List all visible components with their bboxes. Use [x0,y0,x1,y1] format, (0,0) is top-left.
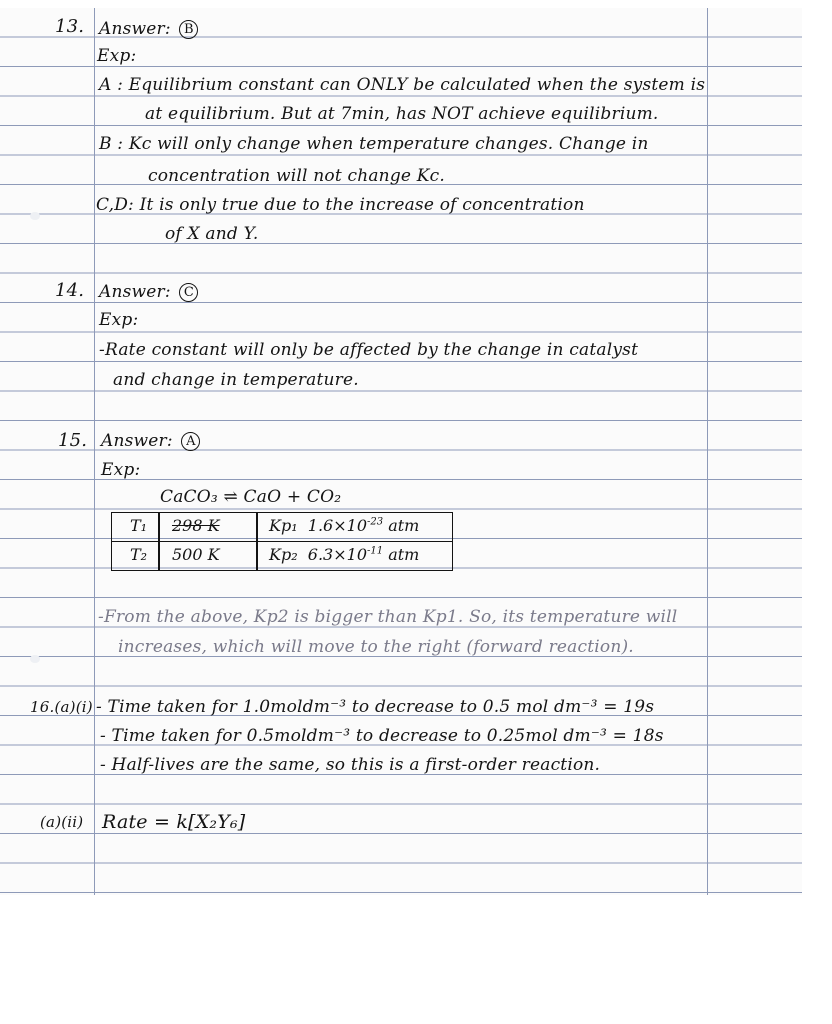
q13-line-b1: B : Kc will only change when temperature changes. Change in [99,134,649,154]
q13-answer-line [99,20,198,39]
table-divider [256,513,258,570]
q15-exp-label: Exp: [101,460,141,480]
q13-answer-choice: B [179,20,198,39]
binder-hole [30,212,40,220]
q15-note2: increases, which will move to the right (forward reaction). [118,637,634,657]
q15-number: 15. [58,430,88,451]
temp-value: 298 K [172,516,220,535]
q14-exp-label: Exp: [99,310,139,330]
q15-answer-choice: A [181,432,200,451]
temp-label: T₂ [130,544,148,564]
q13-line-a1: A : Equilibrium constant can ONLY be calculated when the system is [99,75,706,95]
kp-table [111,512,453,571]
q13-line-b2: concentration will not change Kc. [148,166,445,186]
q15-note1: -From the above, Kp2 is bigger than Kp1. So, its temperature will [98,607,678,627]
temp-value: 500 K [172,544,220,564]
q16-line3: - Half-lives are the same, so this is a first-order reaction. [100,755,601,775]
table-divider [158,513,160,570]
q13-exp-label: Exp: [97,46,137,66]
q13-line-cd1: C,D: It is only true due to the increase of concentration [96,195,585,215]
right-margin-line [707,8,708,895]
q13-line-cd2: of X and Y. [165,224,259,244]
q16-line2: - Time taken for 0.5moldm⁻³ to decrease to 0.25mol dm⁻³ = 18s [100,726,664,746]
kp-table-row [112,513,452,542]
q14-line2: and change in temperature. [113,370,359,390]
kp-value: Kp₂ $6.3\times 10^{-11}$ atm [269,544,420,564]
q13-line-a2: at equilibrium. But at 7min, has NOT achieve equilibrium. [145,104,659,124]
q13-number: 13. [55,16,85,37]
binder-hole [30,655,40,663]
q14-number: 14. [55,280,85,301]
q15-equation: CaCO₃ ⇌ CaO + CO₂ [160,487,342,507]
q16-rate-equation: Rate = k[X₂Y₆] [102,811,246,833]
q14-answer-line [99,283,198,302]
kp-value: Kp₁ $1.6\times 10^{-23}$ atm [269,516,420,535]
kp-table-row [112,542,452,570]
temp-label: T₁ [130,516,148,535]
q15-answer-label: Answer: [101,431,173,451]
q14-line1: -Rate constant will only be affected by the change in catalyst [99,340,639,360]
q16-ai-label: 16.(a)(i) [30,698,93,716]
q15-answer-line [101,432,200,451]
q16-aii-label: (a)(ii) [40,813,84,831]
q14-answer-choice: C [179,283,198,302]
q13-answer-label: Answer: [99,19,171,39]
left-margin-line [94,8,95,895]
q14-answer-label: Answer: [99,282,171,302]
q16-line1: - Time taken for 1.0moldm⁻³ to decrease to 0.5 mol dm⁻³ = 19s [96,697,655,717]
